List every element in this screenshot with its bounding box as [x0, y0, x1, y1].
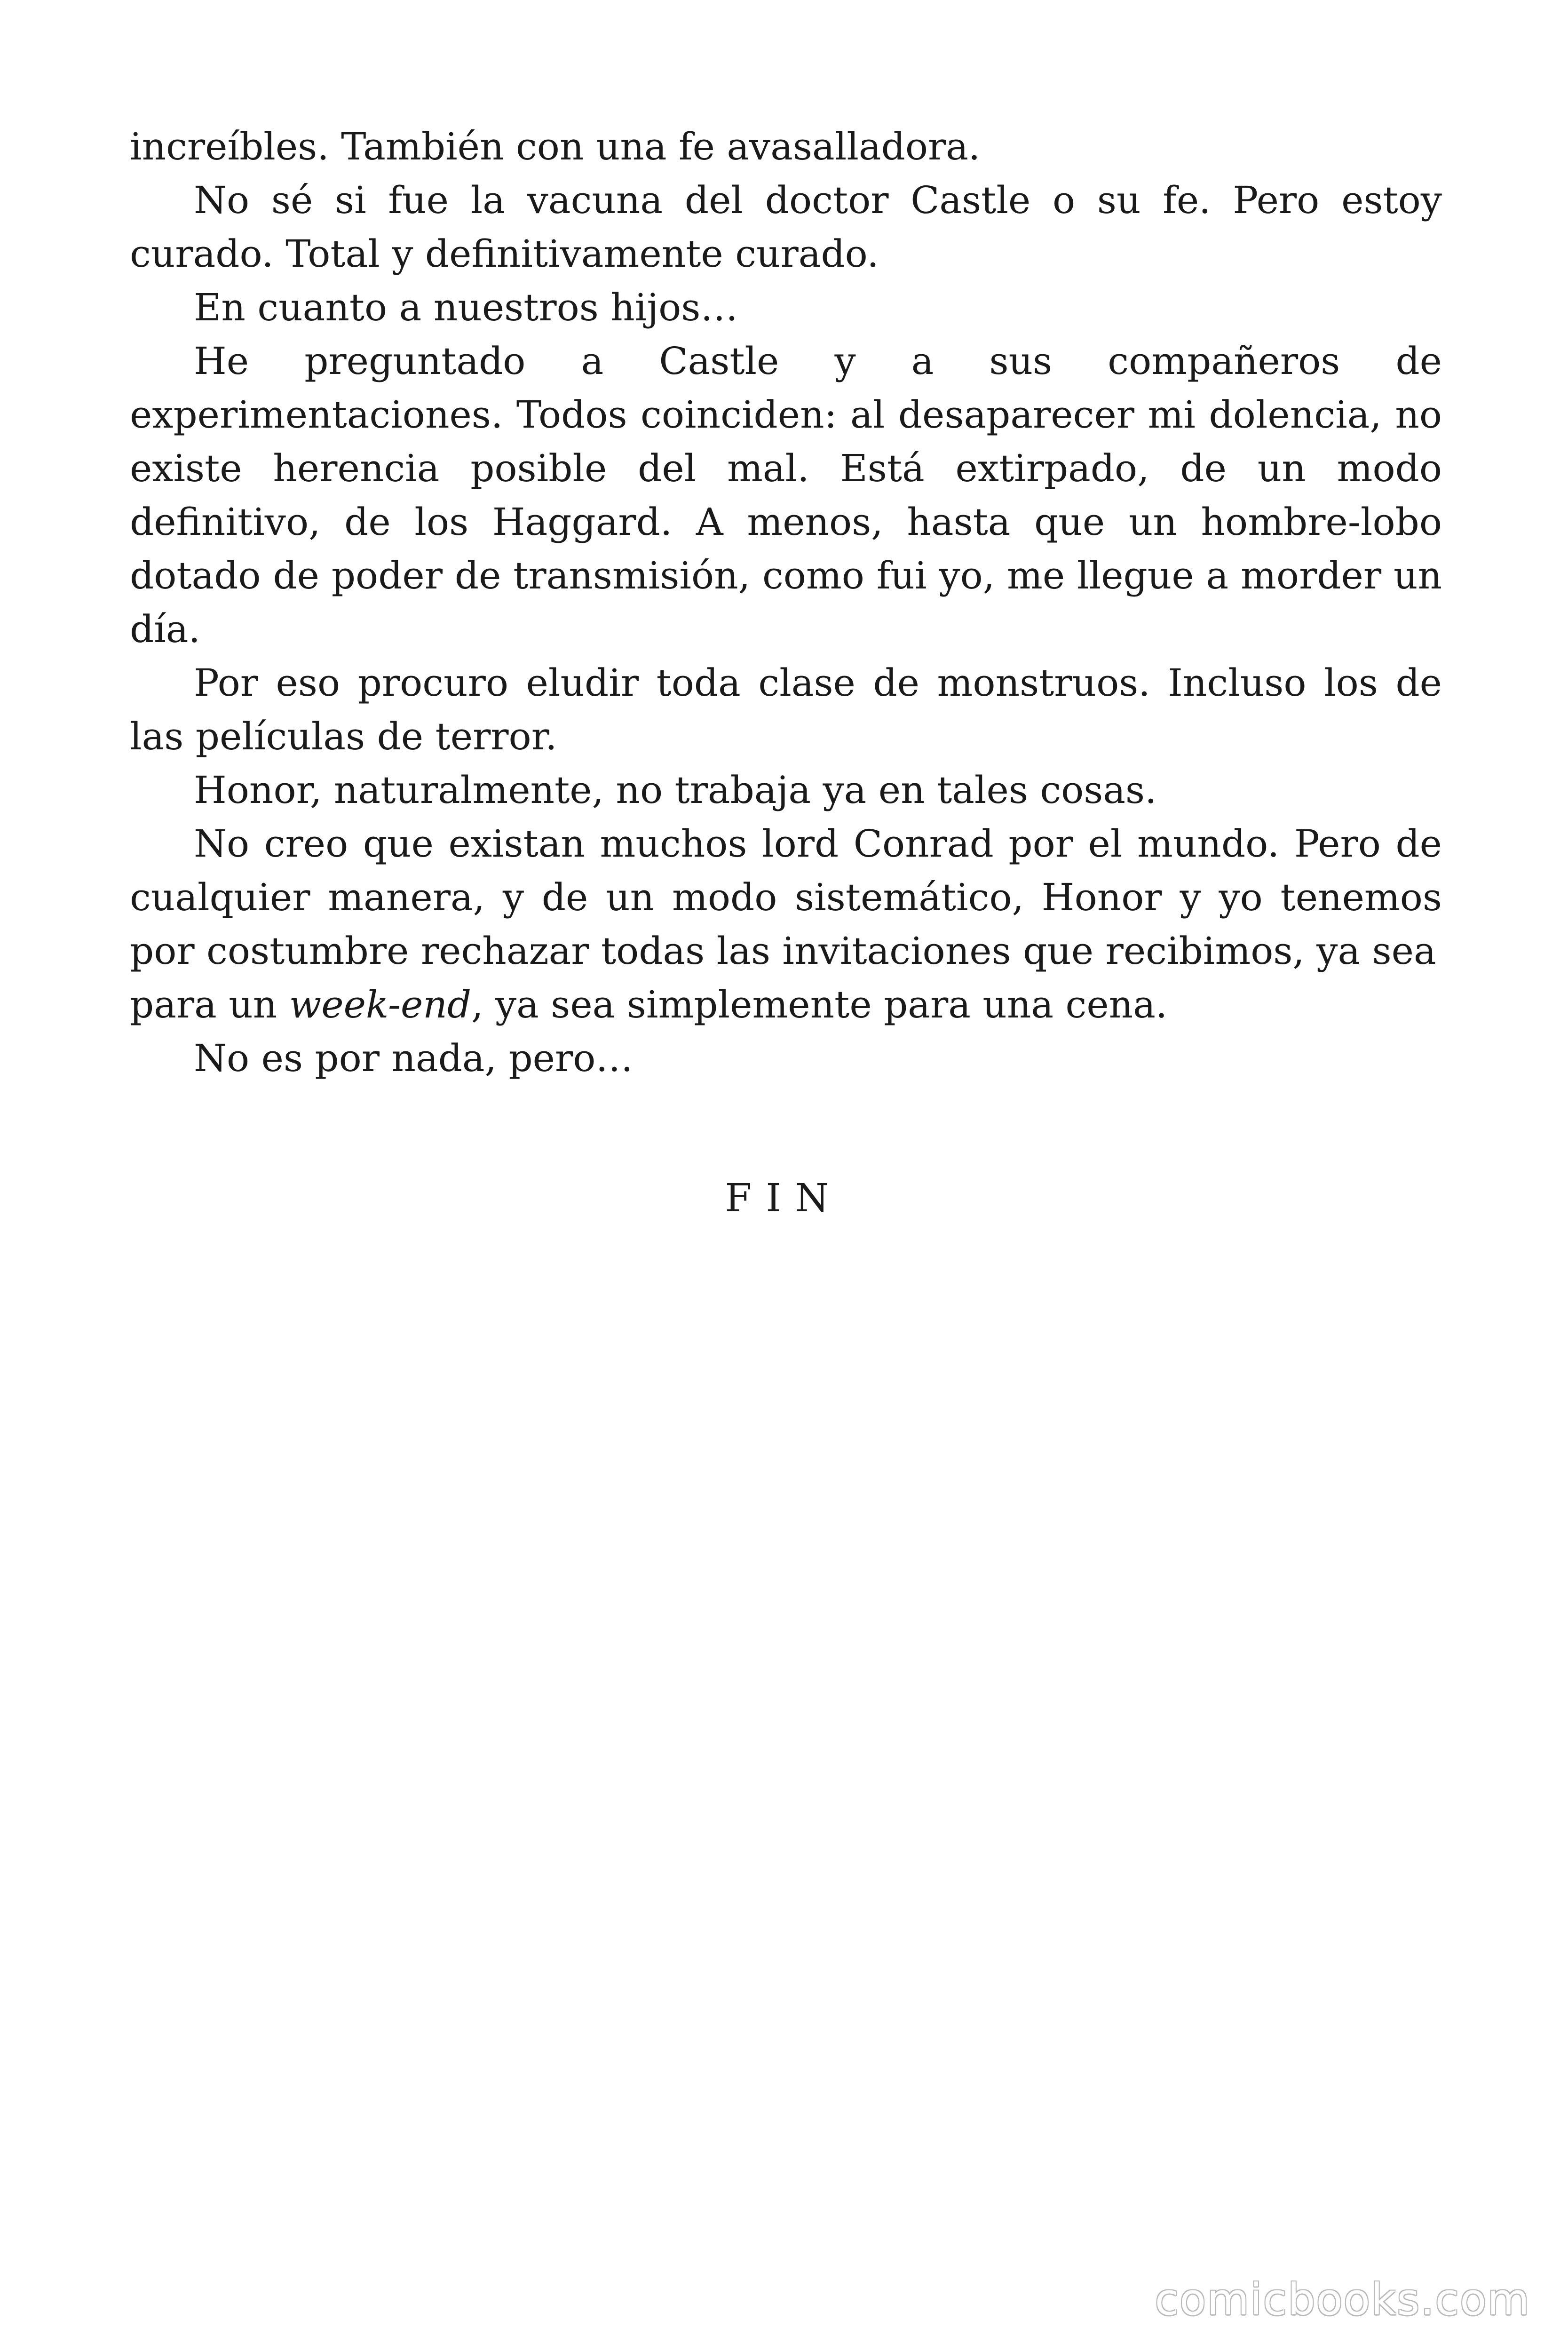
paragraph-3: En cuanto a nuestros hijos… — [194, 286, 738, 329]
paragraph-1: increíbles. También con una fe avasalladora. — [130, 125, 981, 168]
paragraph-7 — [130, 817, 1442, 1032]
paragraph-4: He preguntado a Castle y a sus compañeros de experimentaciones. Todos coinciden: al desaparecer mi dolencia, no existe herencia posible del mal. Está extirpado, de un modo definitivo, de los Haggard. A menos, hasta que un hombre-lobo dotado de poder de transmisión, como fui yo, me llegue a morder un día. — [130, 339, 1442, 651]
paragraph-2: No sé si fue la vacuna del doctor Castle o su fe. Pero estoy curado. Total y definitivamente curado. — [130, 178, 1442, 276]
paragraph-6: Honor, naturalmente, no trabaja ya en tales cosas. — [194, 768, 1157, 812]
watermark: comicbooks.com — [1155, 2274, 1530, 2325]
paragraph-7-main: No creo que existan muchos lord Conrad por el mundo. Pero de cualquier manera, y de un modo sistemático, Honor y yo tenemos por costumbre rechazar todas las invitaciones que recibimos, ya sea — [130, 822, 1442, 973]
paragraph-5: Por eso procuro eludir toda clase de monstruos. Incluso los de las películas de terror. — [130, 661, 1442, 758]
paragraph-7-post: , ya sea simplemente para una cena. — [471, 983, 1168, 1026]
paragraph-7-italic: week-end — [289, 983, 472, 1026]
paragraph-8: No es por nada, pero… — [194, 1036, 634, 1080]
body-text — [130, 120, 1442, 1085]
end-mark: FIN — [725, 1176, 843, 1221]
paragraph-7-pre: para un — [130, 983, 289, 1026]
